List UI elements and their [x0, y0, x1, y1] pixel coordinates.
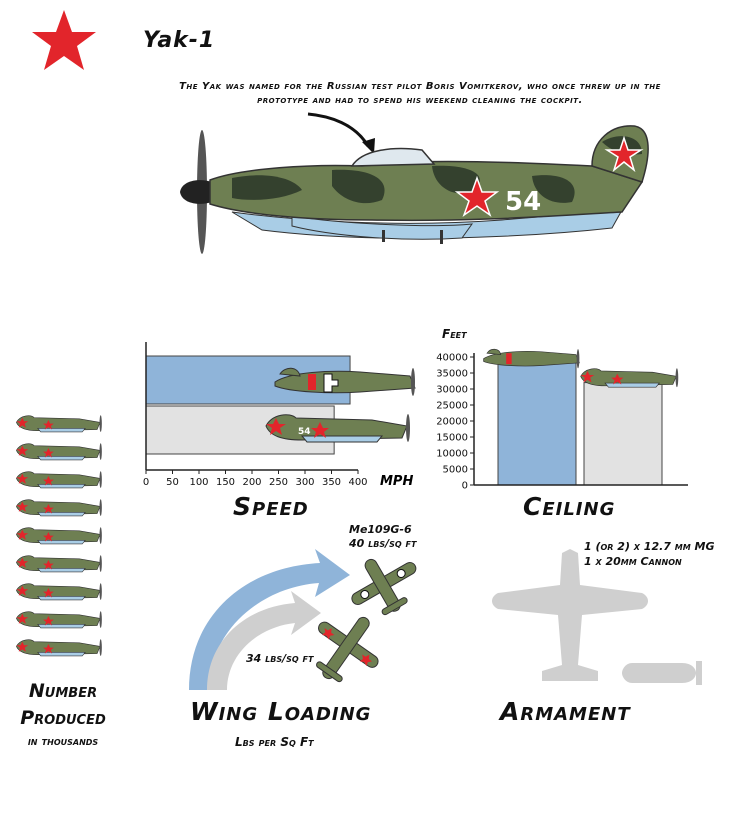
ceiling-tick-label: 10000: [436, 448, 468, 460]
yak-wing-loading-value: 34 lbs/sq ft: [246, 652, 314, 665]
page-title: Yak-1: [143, 28, 216, 53]
soviet-star-icon: [30, 8, 98, 72]
yak1-plane-ceiling-icon: [578, 364, 683, 390]
ceiling-bar-0: [498, 362, 576, 485]
number-produced-pictogram: [14, 410, 114, 662]
pictogram-plane-icon: [14, 438, 106, 464]
ceiling-tick-label: 0: [461, 480, 468, 492]
pictogram-plane-icon: [14, 634, 106, 660]
me109-plane-speed-icon: [270, 362, 420, 400]
pictogram-plane-icon: [14, 466, 106, 492]
speed-tick-label: 150: [215, 477, 236, 488]
speed-tick-label: 400: [348, 477, 368, 488]
armament-line-2: 1 x 20mm Cannon: [584, 555, 682, 568]
ceiling-tick-label: 5000: [442, 464, 468, 476]
ceiling-tick-label: 15000: [436, 432, 468, 444]
speed-tick-label: 350: [321, 477, 342, 488]
speed-tick-label: 250: [268, 477, 289, 488]
speed-tick-label: 50: [166, 477, 179, 488]
yak-speed-number: 54: [298, 427, 311, 437]
number-produced-subtitle: in thousands: [27, 734, 99, 748]
ceiling-axis-label: Feet: [442, 327, 467, 341]
ceiling-tick-label: 35000: [436, 368, 468, 380]
speed-tick-label: 100: [189, 477, 209, 488]
me109-topview-icon: [340, 552, 426, 616]
speed-tick-label: 0: [142, 477, 150, 488]
yak1-aircraft-illustration: [172, 120, 662, 280]
armament-title: Armament: [500, 697, 631, 726]
ceiling-tick-label: 40000: [436, 352, 468, 364]
yak1-topview-icon: [305, 608, 387, 688]
pictogram-plane-icon: [14, 410, 106, 436]
yak1-plane-speed-icon: [262, 408, 417, 446]
ceiling-title: Ceiling: [523, 492, 616, 521]
aircraft-number: 54: [505, 187, 542, 217]
armament-line-1: 1 (or 2) x 12.7 mm MG: [584, 540, 715, 553]
ceiling-tick-label: 30000: [436, 384, 468, 396]
pictogram-plane-icon: [14, 550, 106, 576]
speed-tick-label: 300: [295, 477, 315, 488]
caption-text: The Yak was named for the Russian test pilot Boris Vomitkerov, who once threw up in the prototype and had to spend his weekend cleaning the cockpit.: [179, 81, 661, 106]
ceiling-tick-label: 20000: [436, 416, 468, 428]
ceiling-bar-1: [584, 383, 662, 485]
me109-plane-ceiling-icon: [479, 345, 584, 371]
ceiling-tick-label: 25000: [436, 400, 468, 412]
wing-loading-subtitle: Lbs per Sq Ft: [235, 735, 314, 749]
pictogram-plane-icon: [14, 578, 106, 604]
pictogram-plane-icon: [14, 522, 106, 548]
me109-wing-loading-value: 40 lbs/sq ft: [349, 537, 417, 550]
wing-loading-title: Wing Loading: [190, 697, 372, 726]
speed-tick-label: 200: [242, 477, 262, 488]
pictogram-plane-icon: [14, 494, 106, 520]
number-produced-title: Number Produced: [20, 680, 106, 729]
speed-title: Speed: [233, 492, 309, 521]
me109-wing-loading-name: Me109G-6: [349, 523, 412, 536]
pictogram-plane-icon: [14, 606, 106, 632]
speed-axis-label: MPH: [380, 474, 414, 489]
